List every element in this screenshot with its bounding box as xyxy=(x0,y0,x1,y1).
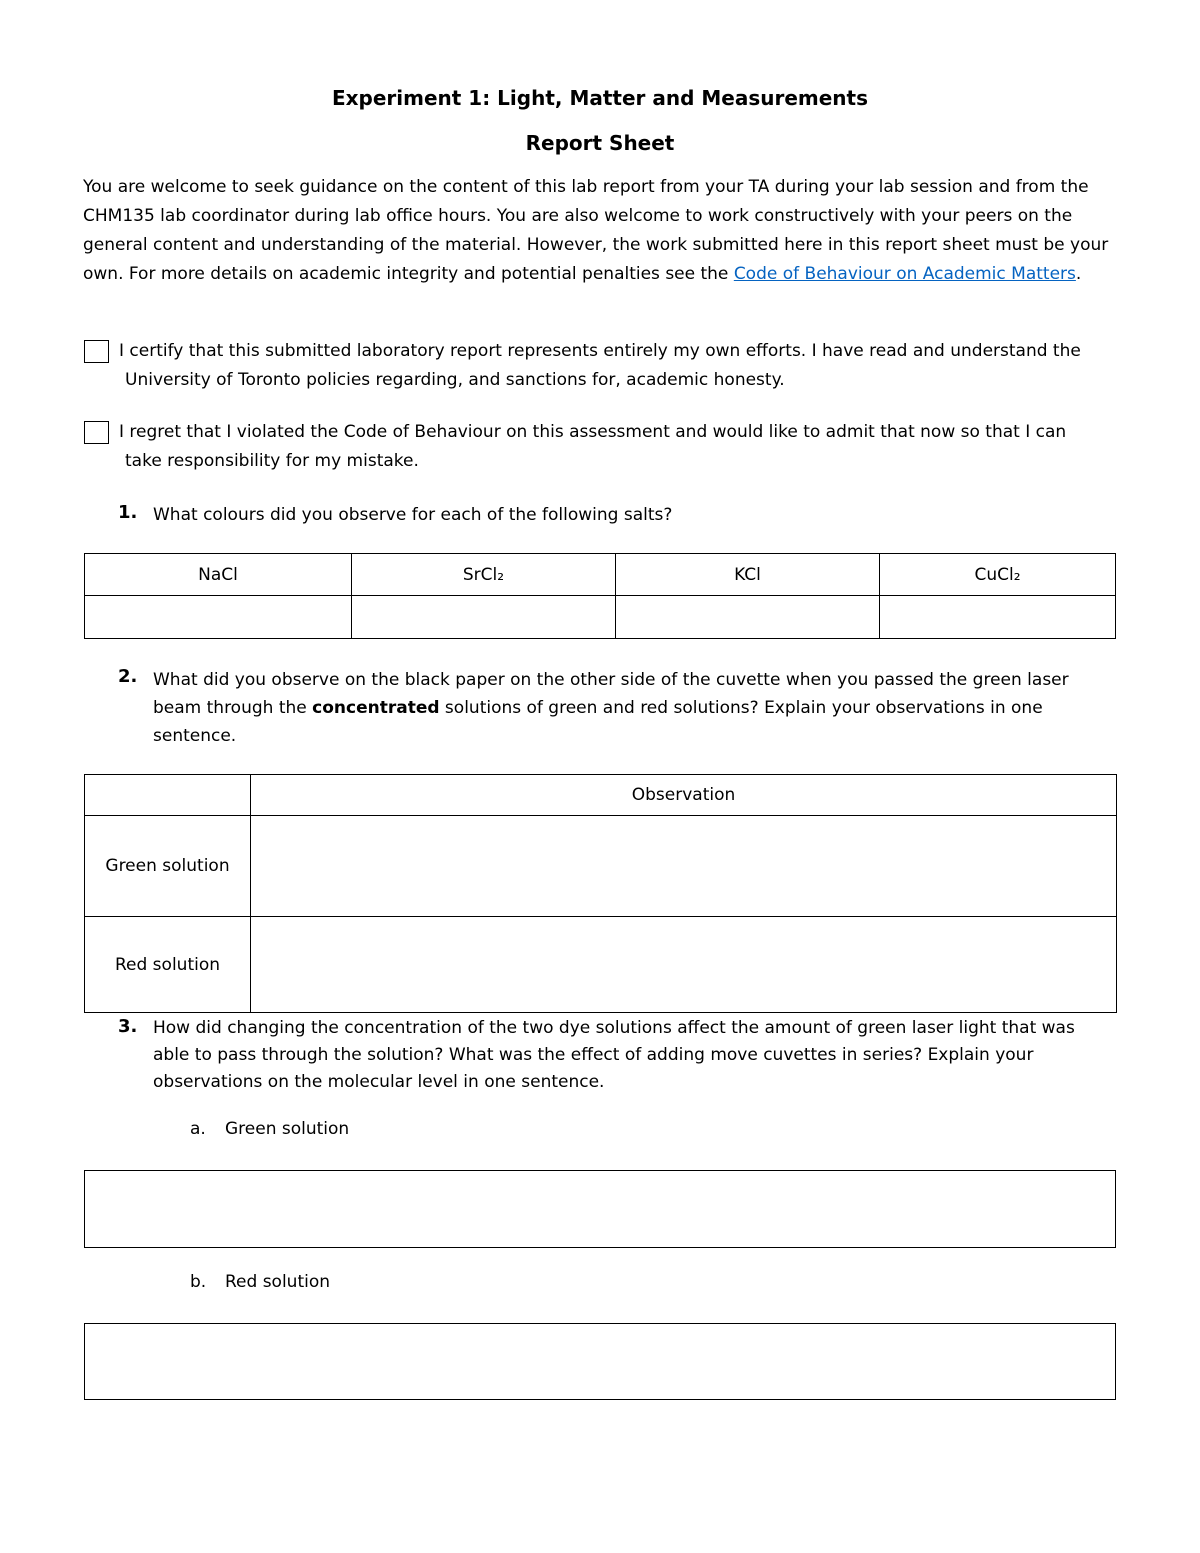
observation-table xyxy=(84,774,1117,1013)
answer-cucl2[interactable] xyxy=(880,596,1116,639)
header-cucl2: CuCl₂ xyxy=(880,554,1116,596)
question-3-text: How did changing the concentration of the two dye solutions affect the amount of green laser light that was able to pass through the solution? What was the effect of adding move cuvettes in series? Explain your observations on the molecular level in one sentence. xyxy=(153,1018,1075,1092)
regret-checkbox[interactable] xyxy=(84,421,109,444)
header-kcl: KCl xyxy=(616,554,880,596)
part-b-text: Red solution xyxy=(225,1272,331,1292)
green-solution-answer-box[interactable] xyxy=(84,1170,1116,1248)
answer-srcl2[interactable] xyxy=(352,596,616,639)
part-a-label: a. xyxy=(190,1119,206,1139)
document-subtitle: Report Sheet xyxy=(525,131,675,155)
question-2-text-before: What did you observe on the black paper on the other side of the cuvette when you passed the green laser beam through the xyxy=(153,670,1069,718)
document-title: Experiment 1: Light, Matter and Measurements xyxy=(331,86,869,110)
intro-text: You are welcome to seek guidance on the content of this lab report from your TA during your lab session and from the CHM135 lab coordinator during lab office hours. You are also welcome to work constructively with your peers on the general content and understanding of the material. However, the work submitted here in this report sheet must be your own. For more details on academic integrity and potential penalties see the xyxy=(83,177,1109,284)
observation-red-cell[interactable] xyxy=(251,917,1117,1013)
part-a-text: Green solution xyxy=(225,1119,350,1139)
code-of-behaviour-link[interactable]: Code of Behaviour on Academic Matters xyxy=(733,264,1076,284)
certify-line-2: University of Toronto policies regarding, and sanctions for, academic honesty. xyxy=(125,370,785,390)
answer-kcl[interactable] xyxy=(616,596,880,639)
row-label-red: Red solution xyxy=(85,917,251,1013)
answer-nacl[interactable] xyxy=(85,596,352,639)
question-2-text-after: solutions of green and red solutions? Explain your observations in one sentence. xyxy=(153,698,1043,746)
salts-table xyxy=(84,553,1116,639)
regret-line-2: take responsibility for my mistake. xyxy=(125,451,419,471)
intro-end: . xyxy=(1075,264,1082,284)
intro-paragraph xyxy=(83,173,1123,289)
observation-header: Observation xyxy=(251,775,1117,816)
question-1-number: 1. xyxy=(118,502,138,523)
header-nacl: NaCl xyxy=(85,554,352,596)
observation-green-cell[interactable] xyxy=(251,816,1117,917)
observation-empty-corner xyxy=(85,775,251,816)
question-2-number: 2. xyxy=(118,666,138,687)
certify-line-1: I certify that this submitted laboratory report represents entirely my own efforts. I have read and understand the xyxy=(119,341,1081,361)
red-solution-answer-box[interactable] xyxy=(84,1323,1116,1400)
question-3-number: 3. xyxy=(118,1016,138,1037)
part-b-label: b. xyxy=(190,1272,207,1292)
question-2-text xyxy=(153,666,1103,750)
certify-checkbox[interactable] xyxy=(84,340,109,363)
header-srcl2: SrCl₂ xyxy=(352,554,616,596)
question-1-text: What colours did you observe for each of the following salts? xyxy=(153,505,673,525)
question-2-bold-word: concentrated xyxy=(312,698,440,718)
regret-line-1: I regret that I violated the Code of Behaviour on this assessment and would like to admit that now so that I can xyxy=(119,422,1067,442)
row-label-green: Green solution xyxy=(85,816,251,917)
